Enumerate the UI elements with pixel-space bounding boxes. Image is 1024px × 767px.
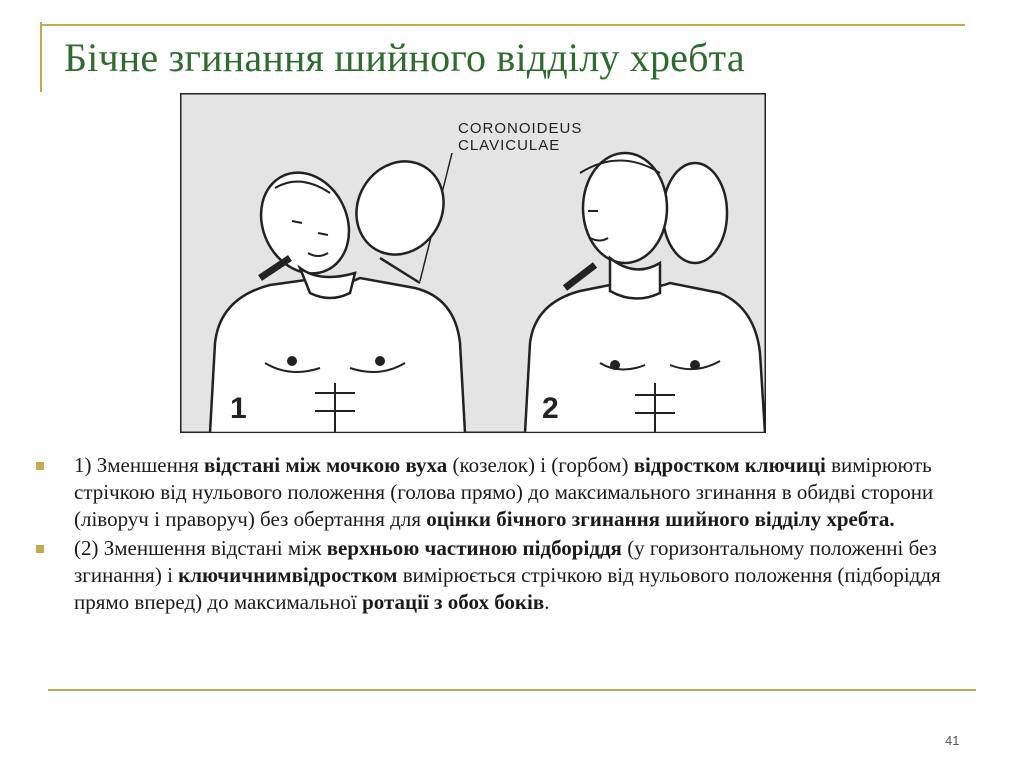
top-rule — [40, 24, 965, 26]
left-rule — [40, 22, 42, 92]
label-claviculae: CLAVICULAE — [458, 137, 561, 154]
illustration-figure — [180, 93, 766, 433]
neck-flexion-illustration — [180, 93, 766, 433]
panel-1-number: 1 — [230, 392, 247, 425]
bullet-square-icon — [36, 545, 44, 553]
page-number: 41 — [945, 733, 960, 748]
bullet-list — [32, 452, 992, 618]
bullet-square-icon — [36, 462, 44, 470]
bullet-item-2: (2) Зменшення відстані між верхньою частиною підборіддя (у горизонтальному положенні без згинання) і ключичнимвідростком вимірюється стрічкою від нульового положення (підборіддя прямо вперед) до максимальної ротації з обох боків. — [32, 535, 992, 616]
bottom-rule — [48, 689, 976, 691]
bullet-item-1: 1) Зменшення відстані між мочкою вуха (козелок) і (горбом) відростком ключиці вимірюють стрічкою від нульового положення (голова прямо) до максимального згинання в обидві сторони (ліворуч і праворуч) без обертання для оцінки бічного згинання шийного відділу хребта. — [32, 452, 992, 533]
label-coronoideus: CORONOIDEUS — [458, 120, 583, 137]
panel-2-number: 2 — [542, 392, 559, 425]
slide-title: Бічне згинання шийного відділу хребта — [64, 35, 745, 80]
